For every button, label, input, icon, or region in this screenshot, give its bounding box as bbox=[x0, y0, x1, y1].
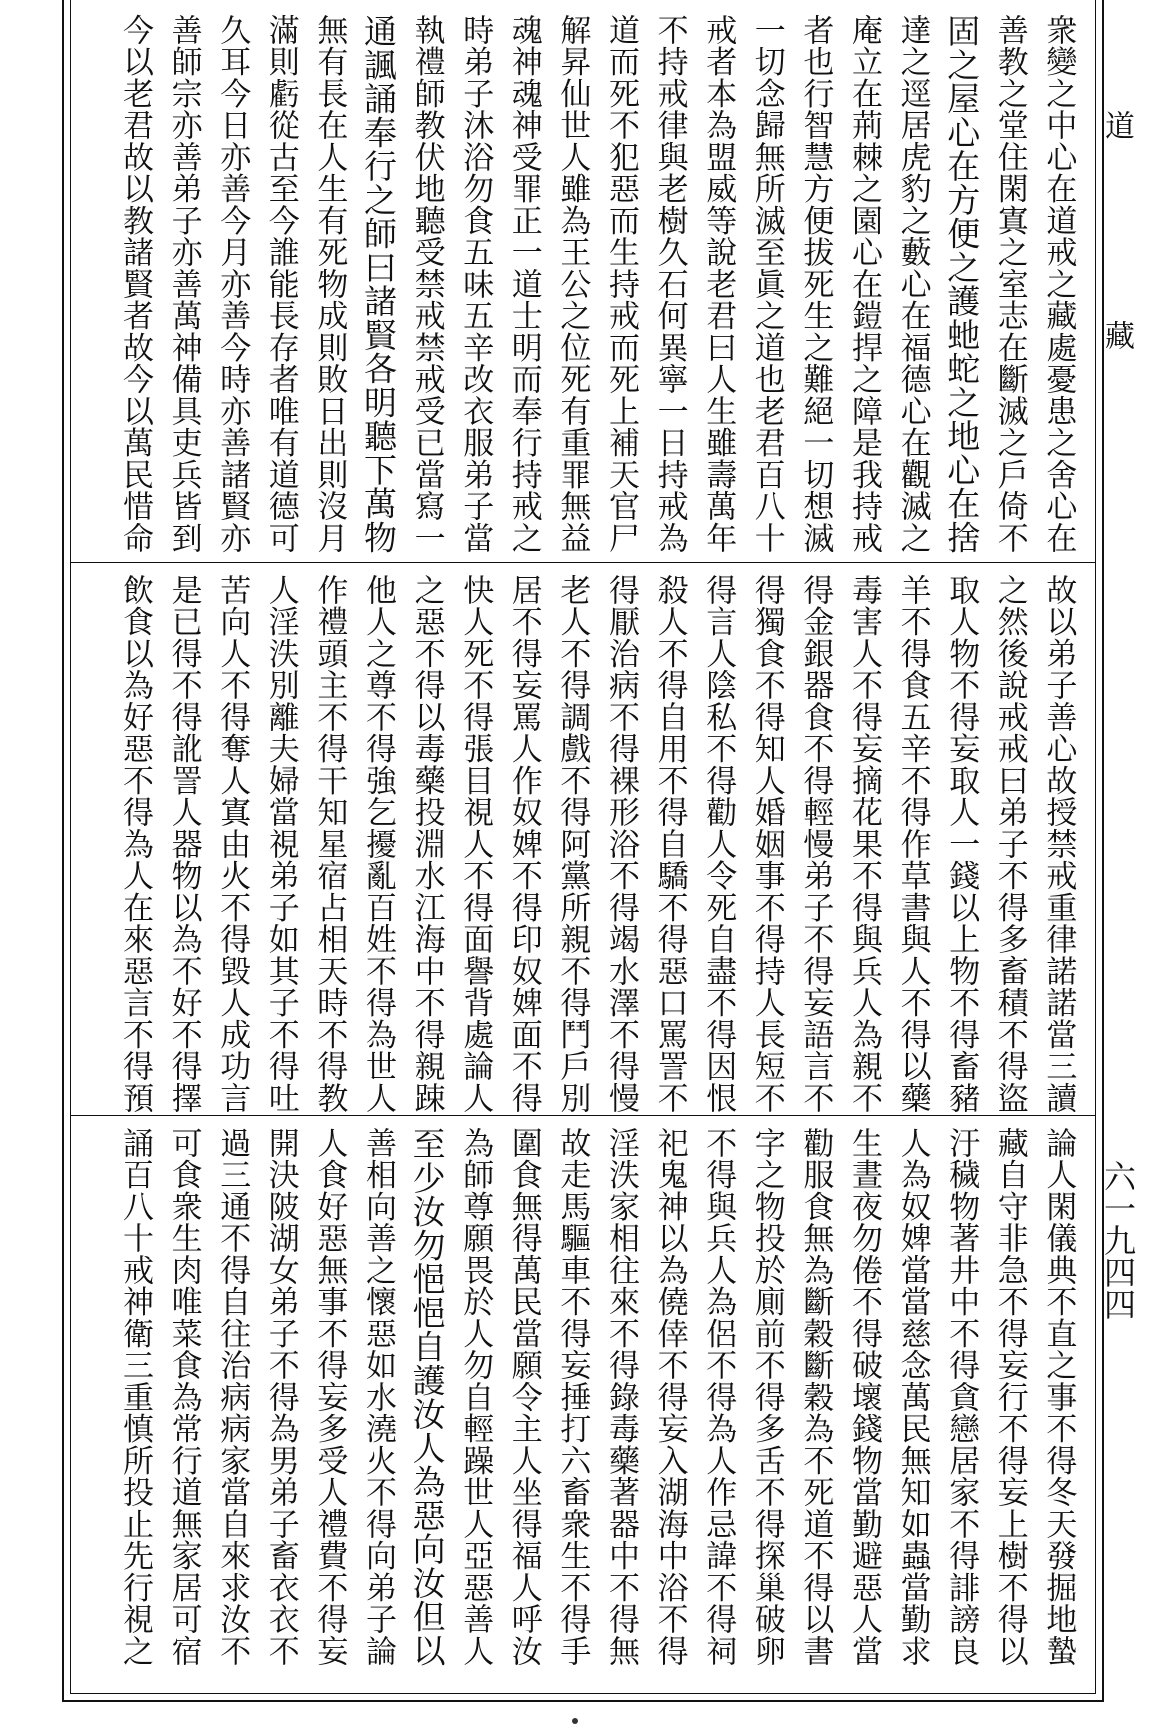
text-column: 時弟子沐浴勿食五味五辛改衣服弟子當 bbox=[457, 14, 494, 554]
text-column: 羊不得食五辛不得作草書與人不得以藥 bbox=[894, 574, 931, 1114]
text-column: 道而死不犯惡而生持戒而死上補天官尸 bbox=[603, 14, 639, 554]
text-column: 過三通不得自往治病病家當自來求汝不 bbox=[214, 1127, 251, 1667]
text-column: 得厭治病不得裸形浴不得竭水澤不得慢 bbox=[603, 574, 639, 1114]
text-column: 之惡不得以毒藥投淵水江海中不得親踈 bbox=[408, 574, 445, 1114]
text-column: 庵立在荊棘之園心在鎧捍之障是我持戒 bbox=[846, 14, 882, 554]
text-column: 得言人陰私不得勸人令死自盡不得因恨 bbox=[700, 574, 737, 1114]
text-column: 人食好惡無事不得妄多受人禮費不得妄 bbox=[311, 1127, 348, 1667]
text-column: 滿則虧從古至今誰能長存者唯有道德可 bbox=[262, 14, 299, 554]
registration-dot bbox=[572, 1718, 578, 1724]
text-column: 固之屋心在方便之護虵蛇之地心在捨 bbox=[942, 14, 982, 554]
text-column: 飲食以為好惡不得為人在來惡言不得預 bbox=[117, 574, 153, 1114]
text-column: 老人不得調戲不得阿黨所親不得鬥戶別 bbox=[554, 574, 591, 1114]
sutra-page-frame bbox=[62, 0, 1104, 1720]
text-column: 魂神魂神受罪正一道士明而奉行持戒之 bbox=[505, 14, 542, 554]
text-column: 通諷誦奉行之師曰諸賢各明聽下萬物 bbox=[359, 14, 398, 554]
text-column: 汙穢物著井中不得貪戀居家不得誹謗良 bbox=[943, 1127, 980, 1667]
text-column: 生晝夜勿倦不得破壞錢物當勤避惡人當 bbox=[846, 1127, 882, 1667]
text-column: 善相向善之懷惡如水澆火不得向弟子論 bbox=[360, 1127, 396, 1667]
text-column: 為師尊願畏於人勿自輕躁世人亞惡善人 bbox=[457, 1127, 494, 1667]
text-column: 得獨食不得知人婚姻事不得持人長短不 bbox=[748, 574, 785, 1114]
text-column: 作禮頭主不得干知星宿占相天時不得教 bbox=[311, 574, 348, 1114]
side-title-zang: 藏 bbox=[1099, 320, 1134, 350]
text-column: 至少汝勿悒悒自護汝人為惡向汝但以 bbox=[407, 1127, 447, 1667]
text-column: 得金銀器食不得輕慢弟子不得妄語言不 bbox=[797, 574, 834, 1114]
text-column: 達之逕居虎豹之藪心在福德心在觀滅之 bbox=[894, 14, 931, 554]
register-divider-lower bbox=[70, 1115, 1096, 1116]
text-column: 苦向人不得奪人寘由火不得毀人成功言 bbox=[214, 574, 251, 1114]
text-column: 善師宗亦善弟子亦善萬神備具吏兵皆到 bbox=[165, 14, 202, 554]
page-number: 六一九四四 bbox=[1099, 1160, 1137, 1320]
text-column: 不持戒律與老樹久石何異寧一日持戒為 bbox=[651, 14, 688, 554]
text-column: 解昇仙世人雖為王公之位死有重罪無益 bbox=[554, 14, 591, 554]
text-column: 可食衆生肉唯菜食為常行道無家居可宿 bbox=[165, 1127, 202, 1667]
text-column: 戒者本為盟威等說老君曰人生雖壽萬年 bbox=[700, 14, 737, 554]
text-column: 毒害人不得妄摘花果不得與兵人為親不 bbox=[846, 574, 882, 1114]
text-column: 殺人不得自用不得自驕不得惡口罵詈不 bbox=[651, 574, 688, 1114]
text-column: 取人物不得妄取人一錢以上物不得畜豬 bbox=[943, 574, 980, 1114]
text-column: 者也行智慧方便拔死生之難絕一切想滅 bbox=[797, 14, 834, 554]
text-column: 衆變之中心在道戒之藏處憂患之舍心在 bbox=[1040, 14, 1077, 554]
text-column: 人淫泆別離夫婦當視弟子如其子不得吐 bbox=[262, 574, 299, 1114]
text-column: 快人死不得張目視人不得面譽背處論人 bbox=[457, 574, 494, 1114]
text-column: 勸服食無為斷穀斷穀為不死道不得以書 bbox=[797, 1127, 834, 1667]
text-column: 無有長在人生有死物成則敗日出則沒月 bbox=[311, 14, 348, 554]
text-column: 執禮師教伏地聽受禁戒禁戒受已當寫一 bbox=[408, 14, 445, 554]
text-column: 論人閑儀典不直之事不得冬天發掘地蟄 bbox=[1040, 1127, 1077, 1667]
text-column: 不得與兵人為侶不得為人作忌諱不得祠 bbox=[700, 1127, 737, 1667]
text-column: 開決陂湖女弟子不得為男弟子畜衣衣不 bbox=[262, 1127, 299, 1667]
register-divider-upper bbox=[70, 562, 1096, 563]
text-column: 藏自守非急不得妄行不得妄上樹不得以 bbox=[991, 1127, 1028, 1667]
text-column: 之然後說戒戒曰弟子不得多畜積不得盜 bbox=[991, 574, 1028, 1114]
text-column: 是已得不得訛詈人器物以為不好不得擇 bbox=[165, 574, 202, 1114]
text-column: 善教之堂住閑寘之室志在斷滅之戶倚不 bbox=[991, 14, 1028, 554]
text-column: 圍食無得萬民當願令主人坐得福人呼汝 bbox=[505, 1127, 542, 1667]
text-column: 居不得妄罵人作奴婢不得印奴婢面不得 bbox=[505, 574, 542, 1114]
text-column: 一切念歸無所滅至眞之道也老君百八十 bbox=[748, 14, 785, 554]
text-column: 他人之尊不得強乞擾亂百姓不得為世人 bbox=[360, 574, 396, 1114]
text-column: 故走馬驅車不得妄捶打六畜衆生不得手 bbox=[554, 1127, 591, 1667]
text-column: 故以弟子善心故授禁戒重律諾諾當三讀 bbox=[1040, 574, 1077, 1114]
text-column: 今以老君故以教諸賢者故今以萬民惜命 bbox=[117, 14, 153, 554]
text-column: 淫泆家相往來不得錄毒藥著器中不得無 bbox=[603, 1127, 639, 1667]
text-column: 字之物投於廁前不得多舌不得探巢破卵 bbox=[748, 1127, 785, 1667]
text-column: 祀鬼神以為僥倖不得妄入湖海中浴不得 bbox=[651, 1127, 688, 1667]
text-column: 久耳今日亦善今月亦善今時亦善諸賢亦 bbox=[214, 14, 251, 554]
text-column: 誦百八十戒神衛三重慎所投止先行視之 bbox=[117, 1127, 153, 1667]
side-title-dao: 道 bbox=[1099, 110, 1134, 140]
text-column: 人為奴婢當當慈念萬民無知如蟲當勤求 bbox=[894, 1127, 931, 1667]
